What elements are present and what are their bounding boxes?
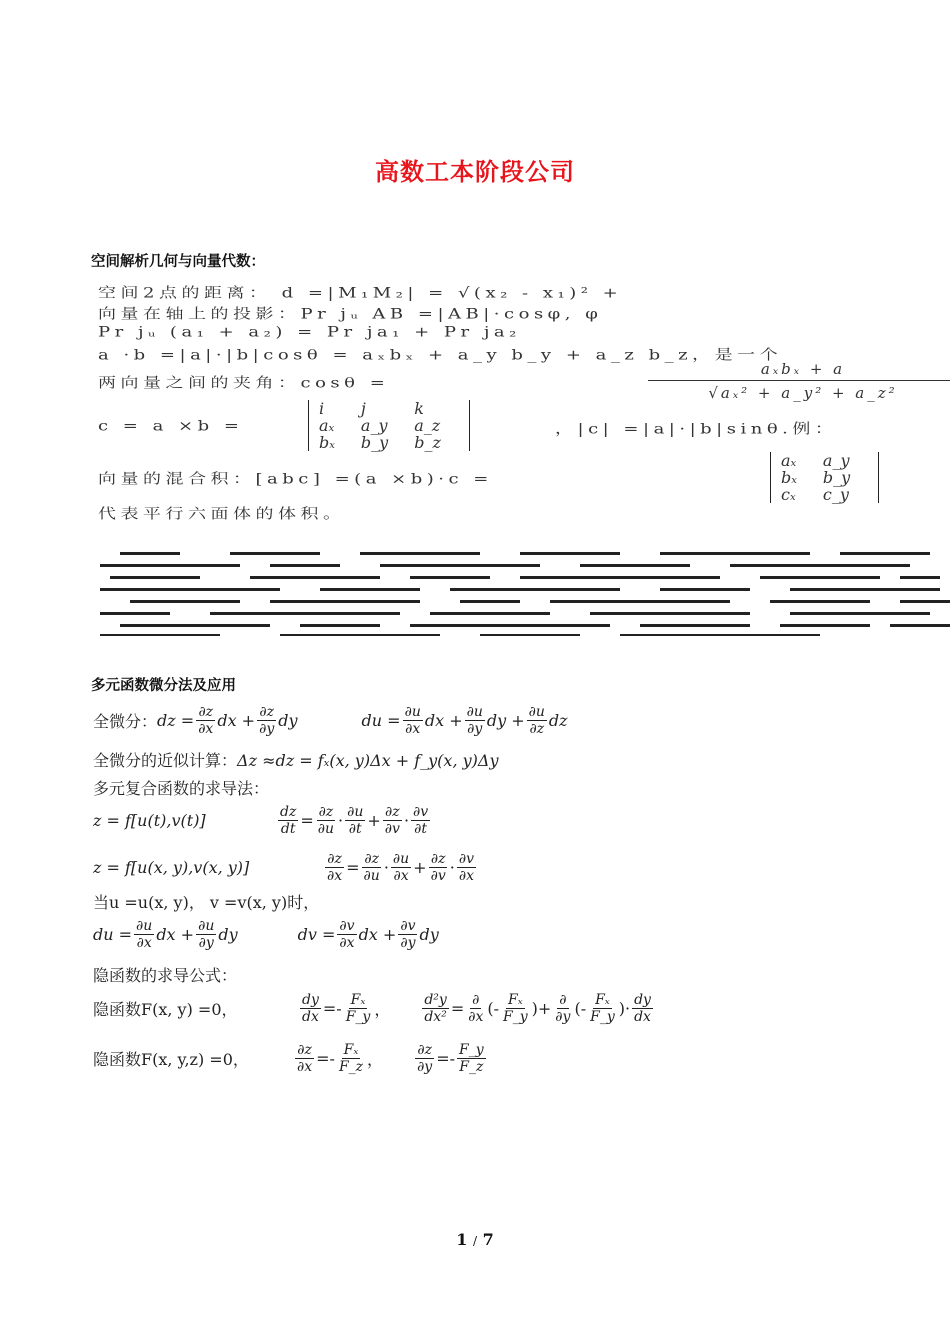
formula-cross-product: c = a ×b =	[98, 418, 244, 435]
implicit2-lhs: 隐函数F(x, y,z) =0，	[93, 1050, 249, 1069]
formula-approx	[93, 748, 499, 771]
formula-cross-magnitude: ，|c| =|a|·|b|sinθ.例：	[555, 421, 838, 438]
mixed-cell: cₓ	[781, 485, 796, 504]
page-total: 7	[482, 1230, 494, 1249]
formula-angle-label: 两向量之间的夹角：cosθ =	[98, 375, 390, 392]
mixed-cell: b_y	[822, 468, 851, 487]
formula-volume: 代表平行六面体的体积。	[98, 506, 346, 523]
formula-implicit-1: 隐函数F(x, y) =0， $\frac{dy}{dx}$ =- $\frac{\text{Fₓ}}{F\_y}$ ， $\frac{\text{d²y}}{\text{dx²}}$ = $\frac{\partial}{\partial x}$ (- $\frac{\text{Fₓ}}{F\_y}$ )+ $\frac{\partial}{\partial y}$ (- $\frac{\text{Fₓ}}{F\_y}$ )· $\frac{dy}{dx}$	[93, 992, 651, 1025]
cross-cell: b_y	[360, 433, 389, 452]
angle-denominator: √aₓ² + a_y² + a_z²	[708, 384, 898, 402]
section-heading-vector-algebra: 空间解析几何与向量代数：	[91, 254, 265, 270]
formula-dot-product: a ·b =|a|·|b|cosθ = aₓbₓ + a_y b_y + a_z b_z，是一个	[98, 347, 783, 364]
formula-mixed-product: 向量的混合积：[abc] =(a ×b)·c =	[98, 471, 493, 488]
formula-composite-2: z = f[u(x, y),v(x, y)] $\frac{\partial z}{\partial x}$ = $\frac{\partial z}{\partial u}$ · $\frac{\partial u}{\partial x}$ + $\frac{\partial z}{\partial v}$ · $\frac{\partial v}{\partial x}$	[93, 851, 474, 884]
approx-label: 全微分的近似计算：	[93, 751, 238, 770]
formula-projection-sum: Pr jᵤ (a₁ + a₂) = Pr ja₁ + Pr ja₂	[98, 324, 521, 341]
page-current: 1	[456, 1230, 468, 1249]
page-title: 高数工本阶段公司	[375, 158, 575, 186]
cross-cell: i	[319, 399, 325, 418]
comp2-lhs: z = f[u(x, y),v(x, y)]	[93, 858, 250, 877]
cross-cell: a_z	[414, 416, 441, 435]
formula-du-dv: du = $\frac{\partial u}{\partial x}$ dx + $\frac{\partial u}{\partial y}$ dy dv = $\frac{\partial v}{\partial x}$ dx + $\frac{\partial v}{\partial y}$ dy	[93, 918, 439, 951]
implicit1-lhs: 隐函数F(x, y) =0，	[93, 1000, 238, 1019]
cross-cell: a_y	[360, 416, 388, 435]
cross-cell: j	[360, 399, 366, 418]
mixed-cell: c_y	[822, 485, 849, 504]
when-clause: 当u =u(x, y)， v =v(x, y)时，	[93, 893, 320, 912]
formula-composite-1: z = f[u(t),v(t)] $\frac{dz}{dt}$ = $\frac{\partial z}{\partial u}$ · $\frac{\partial u}{\partial t}$ + $\frac{\partial z}{\partial v}$ · $\frac{\partial v}{\partial t}$	[93, 804, 429, 837]
corrupted-image-region	[100, 550, 950, 640]
cross-cell: b_z	[414, 433, 441, 452]
formula-implicit-2: 隐函数F(x, y,z) =0， $\frac{\partial z}{\partial x}$ =- $\frac{\text{Fₓ}}{F\_z}$ ， $\frac{\partial z}{\partial y}$ =- $\frac{F\_y}{F\_z}$	[93, 1042, 484, 1075]
mixed-determinant	[770, 452, 879, 503]
cross-cell: bₓ	[319, 433, 335, 452]
total-diff-label: 全微分：	[93, 712, 158, 731]
section-heading-multivariable: 多元函数微分法及应用	[91, 678, 236, 694]
comp1-lhs: z = f[u(t),v(t)]	[93, 811, 206, 830]
formula-total-differential: 全微分： dz = $\frac{\partial z}{\partial x}$ dx + $\frac{\partial z}{\partial y}$ dy du = $\frac{\partial u}{\partial x}$ dx + $\frac{\partial u}{\partial y}$ dy + $\frac{\partial u}{\partial z}$ dz	[93, 704, 568, 737]
mixed-cell: a_y	[822, 451, 850, 470]
composite-label: 多元复合函数的求导法：	[93, 779, 270, 798]
formula-distance: 空间2点的距离： d =|M₁M₂| = √(x₂ - x₁)² +	[98, 285, 623, 302]
page-number	[0, 1230, 950, 1249]
angle-numerator: aₓbₓ + a	[648, 360, 950, 381]
implicit-label: 隐函数的求导公式：	[93, 966, 238, 985]
mixed-cell: aₓ	[781, 451, 797, 470]
page-separator: /	[472, 1234, 478, 1248]
cross-cell: k	[414, 399, 424, 418]
cross-cell: aₓ	[319, 416, 335, 435]
mixed-cell: bₓ	[781, 468, 797, 487]
cross-determinant	[308, 400, 470, 451]
approx-expression: Δz ≈dz = fₓ(x, y)Δx + f_y(x, y)Δy	[237, 751, 499, 770]
formula-projection: 向量在轴上的投影：Pr jᵤ AB =|AB|·cosφ, φ	[98, 306, 603, 323]
